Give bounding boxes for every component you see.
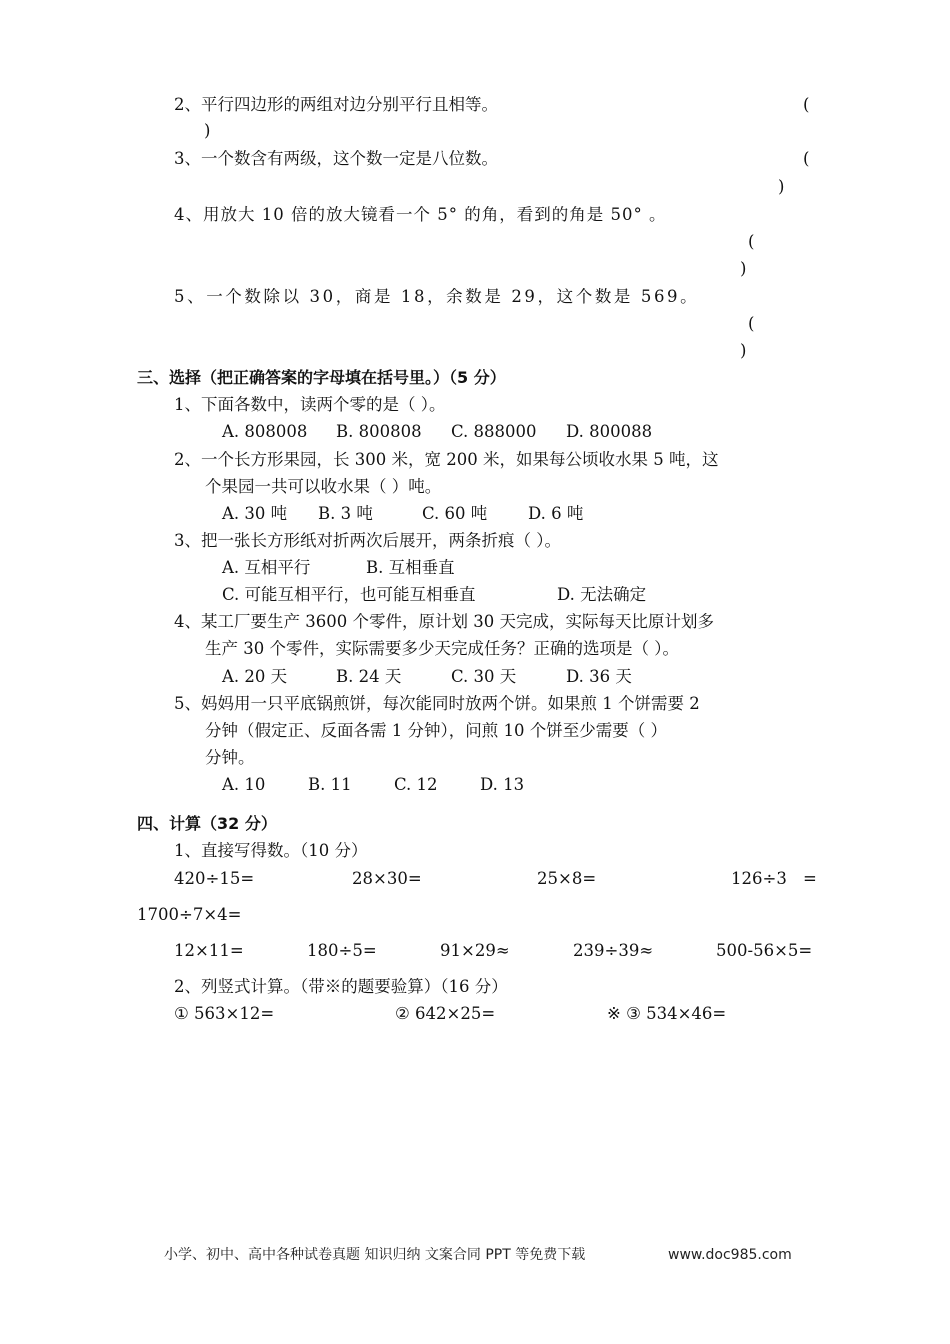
choice-q5-option-b: B. 11: [308, 775, 352, 794]
calc-row2-item4: 239÷39≈: [573, 941, 654, 960]
choice-q4-option-a: A. 20 天: [222, 667, 288, 686]
calc-part1-title: 1、直接写得数。（10 分）: [174, 841, 368, 860]
choice-q2-option-c: C. 60 吨: [422, 504, 488, 523]
choice-q3-option-c: C. 可能互相平行，也可能互相垂直: [222, 585, 476, 604]
choice-q1-option-d: D. 800088: [566, 422, 653, 441]
choice-q5-option-a: A. 10: [222, 775, 266, 794]
judge-q5-paren-open: (: [748, 314, 755, 333]
calc-row1-item5: 1700÷7×4=: [137, 905, 242, 924]
judge-q5-paren-close: ): [740, 341, 747, 360]
choice-q5-line1: 5、妈妈用一只平底锅煎饼，每次能同时放两个饼。如果煎 1 个饼需要 2: [174, 694, 700, 713]
calc-row1-item3: 25×8=: [537, 869, 597, 888]
choice-q4-line2: 生产 30 个零件，实际需要多少天完成任务？正确的选项是（ ）。: [205, 639, 679, 658]
choice-q3-option-a: A. 互相平行: [222, 558, 311, 577]
choice-q4-option-d: D. 36 天: [566, 667, 632, 686]
section-choice-title: 三、选择（把正确答案的字母填在括号里。）（5 分）: [137, 368, 506, 387]
calc-row3-item1: ① 563×12=: [174, 1004, 275, 1023]
choice-q2-line1: 2、一个长方形果园，长 300 米，宽 200 米，如果每公顷收水果 5 吨，这: [174, 450, 719, 469]
judge-q4-paren-close: ): [740, 259, 747, 278]
calc-row3-item3: ※ ③ 534×46=: [607, 1004, 727, 1023]
choice-q4-option-c: C. 30 天: [451, 667, 517, 686]
calc-row1-item2: 28×30=: [352, 869, 422, 888]
judge-q3-text: 3、一个数含有两级，这个数一定是八位数。: [174, 149, 498, 168]
choice-q4-option-b: B. 24 天: [336, 667, 402, 686]
choice-q1-option-a: A. 808008: [222, 422, 308, 441]
calc-row1-item4: 126÷3: [731, 869, 787, 888]
choice-q1-text: 1、下面各数中，读两个零的是（ ）。: [174, 395, 446, 414]
judge-q2-paren-open: (: [803, 95, 810, 114]
choice-q1-option-c: C. 888000: [451, 422, 537, 441]
choice-q3-text: 3、把一张长方形纸对折两次后展开，两条折痕（ ）。: [174, 531, 561, 550]
calc-row3-item2: ② 642×25=: [395, 1004, 496, 1023]
choice-q5-option-c: C. 12: [394, 775, 438, 794]
choice-q3-option-d: D. 无法确定: [557, 585, 647, 604]
calc-part2-title: 2、列竖式计算。（带※的题要验算）（16 分）: [174, 977, 508, 996]
section-calc-title: 四、计算（32 分）: [137, 814, 277, 833]
calc-row2-item2: 180÷5=: [307, 941, 377, 960]
choice-q1-option-b: B. 800808: [336, 422, 422, 441]
choice-q3-option-b: B. 互相垂直: [366, 558, 455, 577]
choice-q5-line3: 分钟。: [205, 748, 255, 767]
calc-row1-item1: 420÷15=: [174, 869, 255, 888]
judge-q4-text: 4、用放大 10 倍的放大镜看一个 5° 的角，看到的角是 50° 。: [174, 205, 667, 224]
judge-q2-text: 2、平行四边形的两组对边分别平行且相等。: [174, 95, 498, 114]
choice-q2-option-b: B. 3 吨: [318, 504, 373, 523]
calc-row1-equals: =: [803, 869, 817, 888]
calc-row2-item1: 12×11=: [174, 941, 244, 960]
judge-q2-paren-close: ): [204, 121, 211, 140]
calc-row2-item3: 91×29≈: [440, 941, 510, 960]
judge-q3-paren-open: (: [803, 149, 810, 168]
judge-q5-text: 5、一个数除以 30，商是 18，余数是 29，这个数是 569。: [174, 287, 700, 306]
choice-q2-option-a: A. 30 吨: [222, 504, 288, 523]
judge-q4-paren-open: (: [748, 232, 755, 251]
footer-text: 小学、初中、高中各种试卷真题 知识归纳 文案合同 PPT 等免费下载: [164, 1247, 586, 1263]
footer-url[interactable]: www.doc985.com: [668, 1247, 792, 1263]
choice-q4-line1: 4、某工厂要生产 3600 个零件，原计划 30 天完成，实际每天比原计划多: [174, 612, 714, 631]
choice-q5-line2: 分钟（假定正、反面各需 1 分钟），问煎 10 个饼至少需要（ ）: [205, 721, 667, 740]
calc-row2-item5: 500-56×5=: [716, 941, 813, 960]
choice-q2-line2: 个果园一共可以收水果（ ）吨。: [205, 477, 442, 496]
choice-q2-option-d: D. 6 吨: [528, 504, 584, 523]
judge-q3-paren-close: ): [778, 177, 785, 196]
choice-q5-option-d: D. 13: [480, 775, 525, 794]
